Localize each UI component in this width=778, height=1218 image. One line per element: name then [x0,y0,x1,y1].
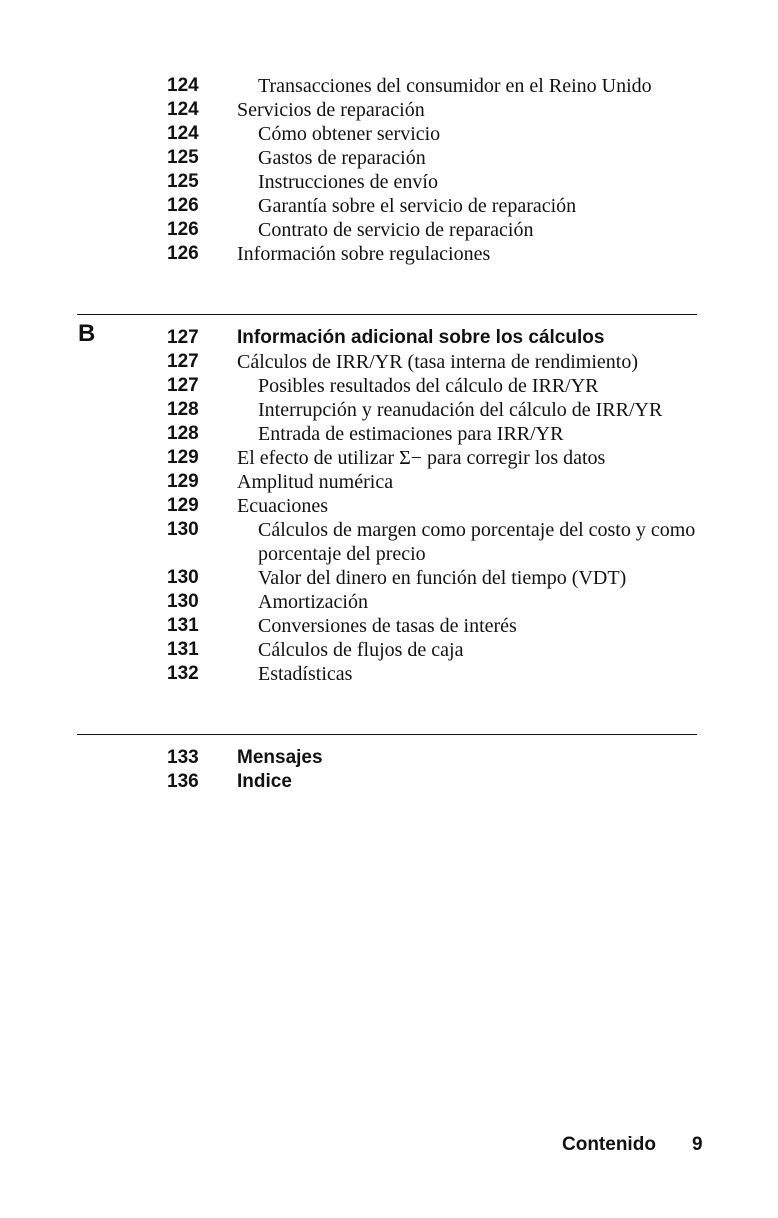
toc-entry-title: Cómo obtener servicio [258,123,441,145]
toc-entry [0,494,778,518]
toc-page-number: 126 [167,219,199,240]
toc-page-number: 128 [167,423,199,444]
toc-page-number: 130 [167,519,199,540]
toc-entry [0,746,778,770]
toc-entry-title: Cálculos de flujos de caja [258,639,464,661]
toc-page-number: 124 [167,99,199,120]
toc-entry-title: Información sobre regulaciones [237,243,491,265]
toc-entry [0,398,778,422]
toc-page-number: 128 [167,399,199,420]
toc-entry [0,638,778,662]
toc-entry-title: Amplitud numérica [237,471,394,493]
toc-page-number: 131 [167,639,199,660]
toc-entry-title: El efecto de utilizar Σ− para corregir los datos [237,447,606,469]
toc-entry [0,326,778,350]
toc-entry [0,770,778,794]
toc-chapter-title: Información adicional sobre los cálculos [237,327,605,348]
toc-entry-title: Interrupción y reanudación del cálculo de IRR/YR [258,399,663,421]
section-divider [77,314,697,315]
toc-entry [0,590,778,614]
toc-entry-title: Contrato de servicio de reparación [258,219,534,241]
toc-page-number: 130 [167,591,199,612]
toc-entry [0,446,778,470]
toc-page-number: 129 [167,495,199,516]
toc-chapter-title: Indice [237,771,292,792]
toc-entry-title: Servicios de reparación [237,99,425,121]
toc-entry-title: Garantía sobre el servicio de reparación [258,195,577,217]
page-number: 9 [692,1134,703,1155]
toc-entry-title: Estadísticas [258,663,353,685]
toc-entry [0,374,778,398]
toc-page-number: 133 [167,747,199,768]
toc-entry [0,470,778,494]
toc-entry-title: Amortización [258,591,368,613]
toc-entry [0,566,778,590]
toc-page-number: 125 [167,147,199,168]
toc-entry [0,242,778,266]
toc-entry-title: Instrucciones de envío [258,171,438,193]
toc-page-number: 127 [167,351,199,372]
toc-page-number: 132 [167,663,199,684]
toc-page-number: 129 [167,471,199,492]
toc-page-number: 126 [167,195,199,216]
toc-page-number: 131 [167,615,199,636]
toc-entry-title: Ecuaciones [237,495,329,517]
toc-entry-title: Gastos de reparación [258,147,426,169]
toc-entry-title: Valor del dinero en función del tiempo (VDT) [258,567,627,589]
toc-entry [0,122,778,146]
toc-entry-title: Cálculos de margen como porcentaje del costo y como porcentaje del precio [258,519,696,565]
toc-page-number: 127 [167,375,199,396]
toc-page-number: 125 [167,171,199,192]
toc-entry [0,350,778,374]
toc-entry [0,98,778,122]
toc-entry-title: Conversiones de tasas de interés [258,615,517,637]
toc-page-number: 136 [167,771,199,792]
toc-page-number: 126 [167,243,199,264]
toc-entry-title: Transacciones del consumidor en el Reino Unido [258,75,652,97]
toc-entry [0,74,778,98]
running-footer-label: Contenido [562,1134,656,1155]
toc-entry [0,518,778,566]
toc-entry [0,662,778,686]
toc-chapter-title: Mensajes [237,747,323,768]
page-footer [520,1132,710,1158]
toc-entry-title: Posibles resultados del cálculo de IRR/YR [258,375,599,397]
toc-entry-title: Cálculos de IRR/YR (tasa interna de rendimiento) [237,351,639,373]
toc-page-number: 127 [167,327,199,348]
toc-page-number: 130 [167,567,199,588]
toc-entry-title: Entrada de estimaciones para IRR/YR [258,423,564,445]
appendix-letter: B [78,320,96,347]
toc-entry [0,146,778,170]
toc-entry [0,422,778,446]
toc-page-number: 129 [167,447,199,468]
toc-page-number: 124 [167,75,199,96]
toc-entry [0,614,778,638]
toc-entry [0,218,778,242]
toc-entry [0,194,778,218]
section-divider [77,734,697,735]
toc-page-number: 124 [167,123,199,144]
toc-entry [0,170,778,194]
